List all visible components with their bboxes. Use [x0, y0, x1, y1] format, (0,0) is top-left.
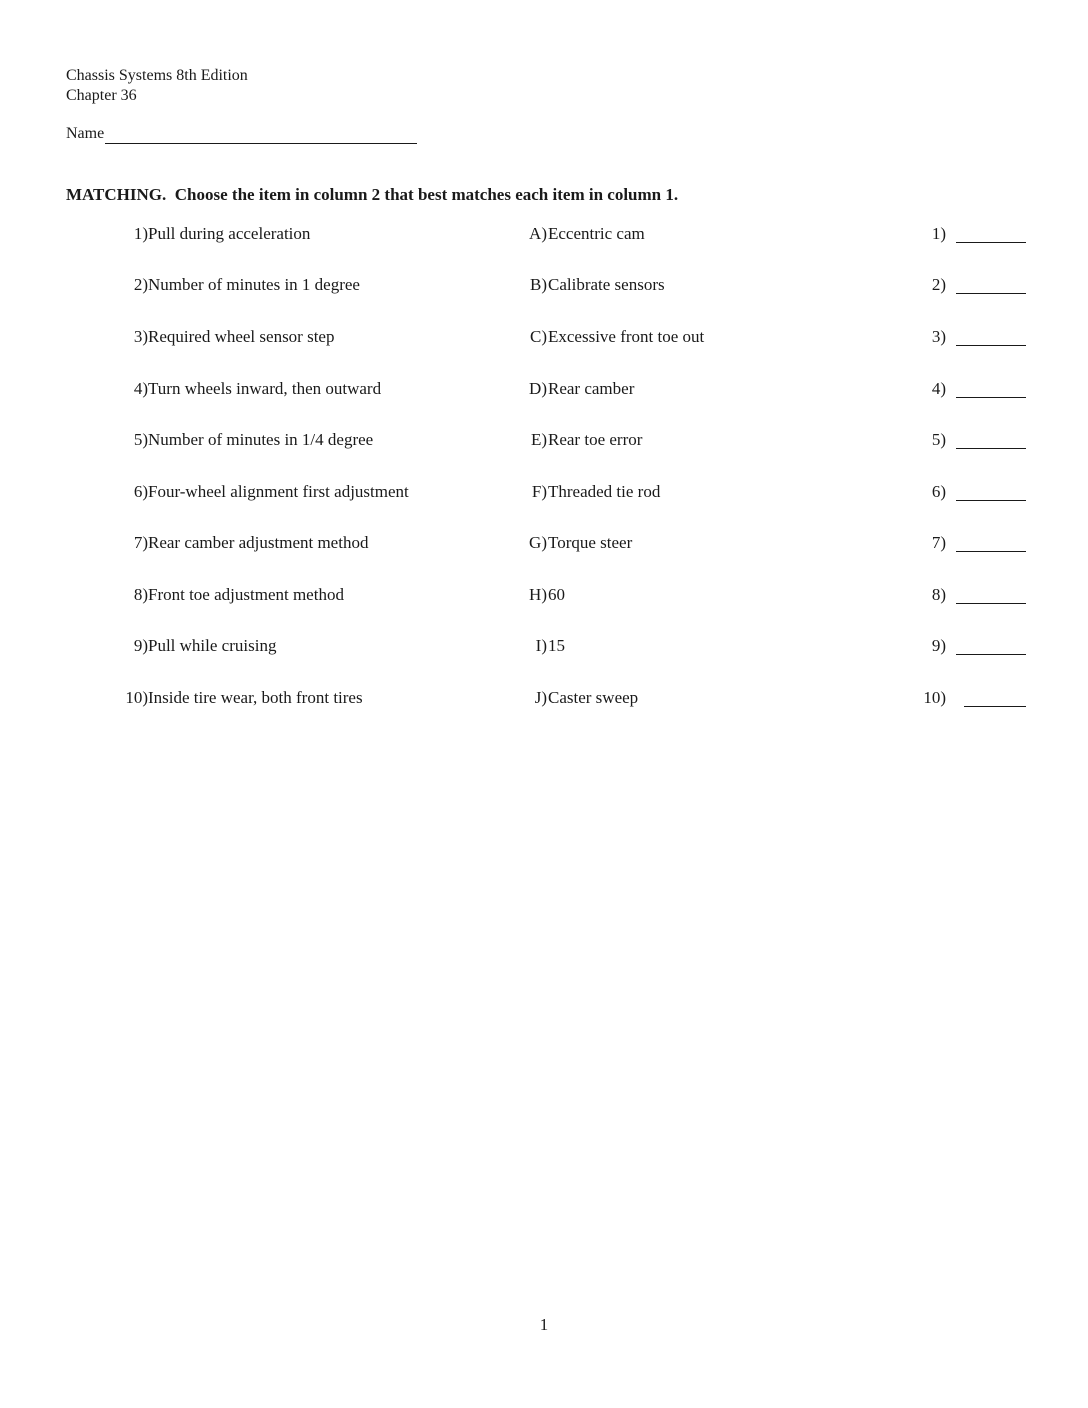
matching-row: [0, 376, 1088, 402]
item-term: Number of minutes in 1/4 degree: [148, 430, 374, 449]
choice-letter: C): [530, 327, 547, 346]
choice-letter: G): [529, 533, 547, 552]
page-number: 1: [539, 1315, 549, 1334]
answer-blank[interactable]: [956, 293, 1026, 294]
answer-blank[interactable]: [956, 500, 1026, 501]
choice-letter: A): [529, 224, 547, 243]
answer-number: 2): [931, 275, 946, 294]
item-number: 1): [133, 224, 148, 243]
answer-number: 10): [923, 688, 946, 707]
item-term: Inside tire wear, both front tires: [148, 688, 363, 707]
answer-number: 6): [931, 482, 946, 501]
book-title: Chassis Systems 8th Edition: [66, 67, 248, 84]
matching-instructions: MATCHING. Choose the item in column 2 that best matches each item in column 1.: [66, 185, 679, 204]
matching-row: [0, 530, 1088, 556]
item-number: 5): [133, 430, 148, 449]
item-number: 10): [125, 688, 148, 707]
item-number: 8): [133, 585, 148, 604]
item-number: 4): [133, 379, 148, 398]
item-term: Pull while cruising: [148, 636, 277, 655]
matching-row: [0, 633, 1088, 659]
choice-text: Torque steer: [548, 533, 633, 552]
item-term: Turn wheels inward, then outward: [148, 379, 382, 398]
answer-number: 1): [931, 224, 946, 243]
item-term: Front toe adjustment method: [148, 585, 344, 604]
matching-row: [0, 479, 1088, 505]
choice-text: Rear camber: [548, 379, 635, 398]
choice-letter: B): [530, 275, 547, 294]
matching-row: [0, 272, 1088, 298]
item-number: 3): [133, 327, 148, 346]
item-term: Pull during acceleration: [148, 224, 311, 243]
answer-blank[interactable]: [956, 397, 1026, 398]
choice-text: Threaded tie rod: [548, 482, 661, 501]
item-term: Rear camber adjustment method: [148, 533, 369, 552]
item-term: Number of minutes in 1 degree: [148, 275, 360, 294]
item-term: Required wheel sensor step: [148, 327, 335, 346]
choice-text: Calibrate sensors: [548, 275, 665, 294]
choice-text: 60: [548, 585, 565, 604]
choice-text: Caster sweep: [548, 688, 639, 707]
item-number: 9): [133, 636, 148, 655]
answer-blank[interactable]: [956, 603, 1026, 604]
matching-row: [0, 582, 1088, 608]
choice-letter: E): [530, 430, 547, 449]
answer-number: 3): [931, 327, 946, 346]
answer-number: 8): [931, 585, 946, 604]
choice-letter: I): [535, 636, 547, 655]
answer-number: 4): [931, 379, 946, 398]
answer-blank[interactable]: [956, 448, 1026, 449]
choice-text: Rear toe error: [548, 430, 643, 449]
choice-text: Eccentric cam: [548, 224, 645, 243]
matching-row: [0, 324, 1088, 350]
answer-number: 5): [931, 430, 946, 449]
choice-letter: D): [529, 379, 547, 398]
answer-blank[interactable]: [964, 706, 1026, 707]
choice-letter: F): [531, 482, 547, 501]
choice-letter: J): [534, 688, 547, 707]
matching-row: [0, 685, 1088, 711]
answer-blank[interactable]: [956, 551, 1026, 552]
answer-number: 9): [931, 636, 946, 655]
item-number: 7): [133, 533, 148, 552]
item-number: 6): [133, 482, 148, 501]
answer-number: 7): [931, 533, 946, 552]
matching-row: [0, 221, 1088, 247]
answer-blank[interactable]: [956, 242, 1026, 243]
answer-blank[interactable]: [956, 654, 1026, 655]
chapter-label: Chapter 36: [66, 87, 137, 104]
choice-letter: H): [529, 585, 547, 604]
matching-row: [0, 427, 1088, 453]
name-label: Name: [66, 125, 105, 142]
choice-text: 15: [548, 636, 565, 655]
item-number: 2): [133, 275, 148, 294]
choice-text: Excessive front toe out: [548, 327, 705, 346]
answer-blank[interactable]: [956, 345, 1026, 346]
item-term: Four-wheel alignment first adjustment: [148, 482, 409, 501]
